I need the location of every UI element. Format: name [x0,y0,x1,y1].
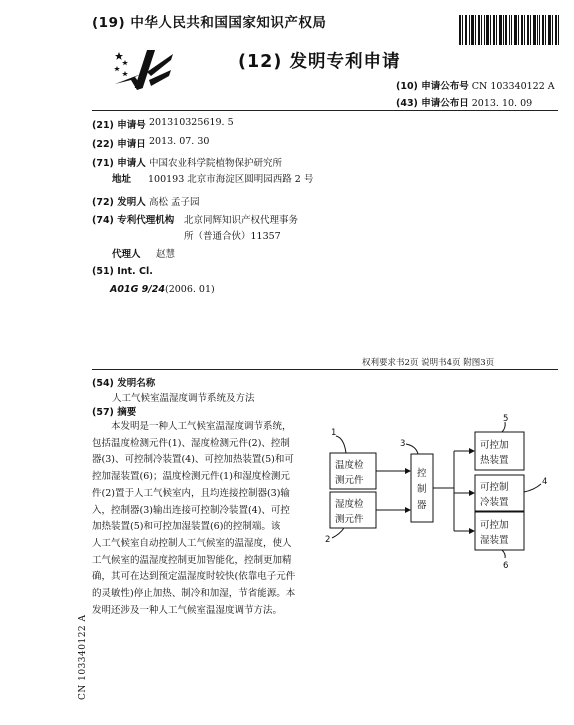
agent: 赵慧 [156,249,176,260]
application-number-row [92,117,234,131]
side-publication-number: CN 103340122 A [78,614,88,700]
publication-date: 2013. 10. 09 [471,98,533,109]
humidity-sensor-label-2: 测元件 [335,514,364,525]
temp-sensor-label-1: 温度检 [335,460,364,471]
inventors: 高松 孟子园 [149,197,200,208]
abstract-text [92,419,322,619]
abstract-label: (57) 摘要 [92,407,137,418]
application-number-label: (21) 申请号 [92,120,146,131]
agency-line1: 北京同辉知识产权代理事务 [184,215,299,226]
ref-label-1: 1 [331,428,337,438]
address-row [112,171,314,185]
page-counts: 权利要求书2页 说明书4页 附图3页 [362,358,495,368]
heater-label-1: 可控加 [480,440,509,451]
ipc-row [110,284,215,295]
abstract-line: 确，其可在达到预定温湿度时较快(依靠电子元件 [92,571,296,583]
humidity-sensor-label-1: 湿度检 [335,499,364,510]
inventors-row [92,194,200,208]
humidifier-label-2: 湿装置 [480,535,509,546]
address-label: 地址 [112,174,132,185]
address: 100193 北京市海淀区圆明园西路 2 号 [148,174,314,185]
system-block-diagram [322,408,558,584]
controller-label-3: 器 [417,500,427,511]
agent-label: 代理人 [112,249,141,260]
applicant-row [92,155,283,169]
abstract-line: 本发明是一种人工气候室温湿度调节系统， [111,421,292,432]
abstract-line: 包括温度检测元件(1)、湿度检测元件(2)、控制 [92,437,290,449]
publication-number-row [396,78,555,92]
abstract-line: 件(2)置于人工气候室内，且均连接控制器(3)输 [92,487,290,499]
abstract-line: 的灵敏性)停止加热、制冷和加湿，节省能源。本 [92,588,296,600]
invention-title: 人工气候室温湿度调节系统及方法 [112,393,255,404]
filing-date-row [92,136,210,150]
agency-line2: 所（普通合伙）11357 [184,231,281,242]
applicant: 中国农业科学院植物保护研究所 [149,158,283,169]
cooler-label-2: 冷装置 [480,497,509,508]
barcode [459,15,559,45]
header-divider [92,110,558,111]
abstract-line: 控加湿装置(6)；温度检测元件(1)和湿度检测元 [92,471,290,483]
abstract-line: 入，控制器(3)输出连接可控制冷装置(4)、可控 [92,504,290,516]
ref-label-6: 6 [503,561,509,571]
ipc-label-row [92,266,153,277]
cooler-label-1: 可控制 [480,482,509,493]
ref-label-2: 2 [325,535,331,545]
abstract-line: 器(3)、可控制冷装置(4)、可控加热装置(5)和可 [92,454,294,466]
filing-date: 2013. 07. 30 [149,136,210,147]
abstract-line: 加热装置(5)和可控加湿装置(6)的控制端。该 [92,521,281,533]
abstract-line: 人工气候室自动控制人工气候室的温湿度，使人 [92,537,292,549]
ipc-version: (2006. 01) [164,284,215,295]
application-number: 201310325619. 5 [149,117,234,128]
ref-label-5: 5 [503,414,509,424]
temp-sensor-label-2: 测元件 [335,475,364,486]
ref-label-3: 3 [400,439,406,449]
abstract-line: 发明还涉及一种人工气候室温湿度调节方法。 [92,604,283,616]
ref-label-4: 4 [542,477,548,487]
controller-label-1: 控 [417,468,427,479]
applicant-label: (71) 申请人 [92,158,146,169]
ipc-code: A01G 9/24 [110,284,165,295]
controller-label-2: 制 [417,484,427,495]
publication-type: (12) 发明专利申请 [238,52,401,72]
heater-label-2: 热装置 [480,455,509,466]
agency-row [92,212,299,226]
publication-number-label: (10) 申请公布号 [396,81,469,92]
publication-number: CN 103340122 A [471,81,555,92]
abstract-line: 工气候室的温湿度控制更加智能化，控制更加精 [92,554,292,566]
inventors-label: (72) 发明人 [92,197,146,208]
ipc-label: (51) Int. Cl. [92,266,153,277]
publication-date-row [396,95,532,109]
section-divider [92,369,558,370]
agency-label: (74) 专利代理机构 [92,215,175,226]
patent-office-name: (19) 中华人民共和国国家知识产权局 [92,15,327,31]
title-label: (54) 发明名称 [92,378,156,389]
cnipa-logo [111,44,176,94]
filing-date-label: (22) 申请日 [92,139,146,150]
agent-row [112,246,176,260]
humidifier-label-1: 可控加 [480,520,509,531]
publication-date-label: (43) 申请公布日 [396,98,469,109]
